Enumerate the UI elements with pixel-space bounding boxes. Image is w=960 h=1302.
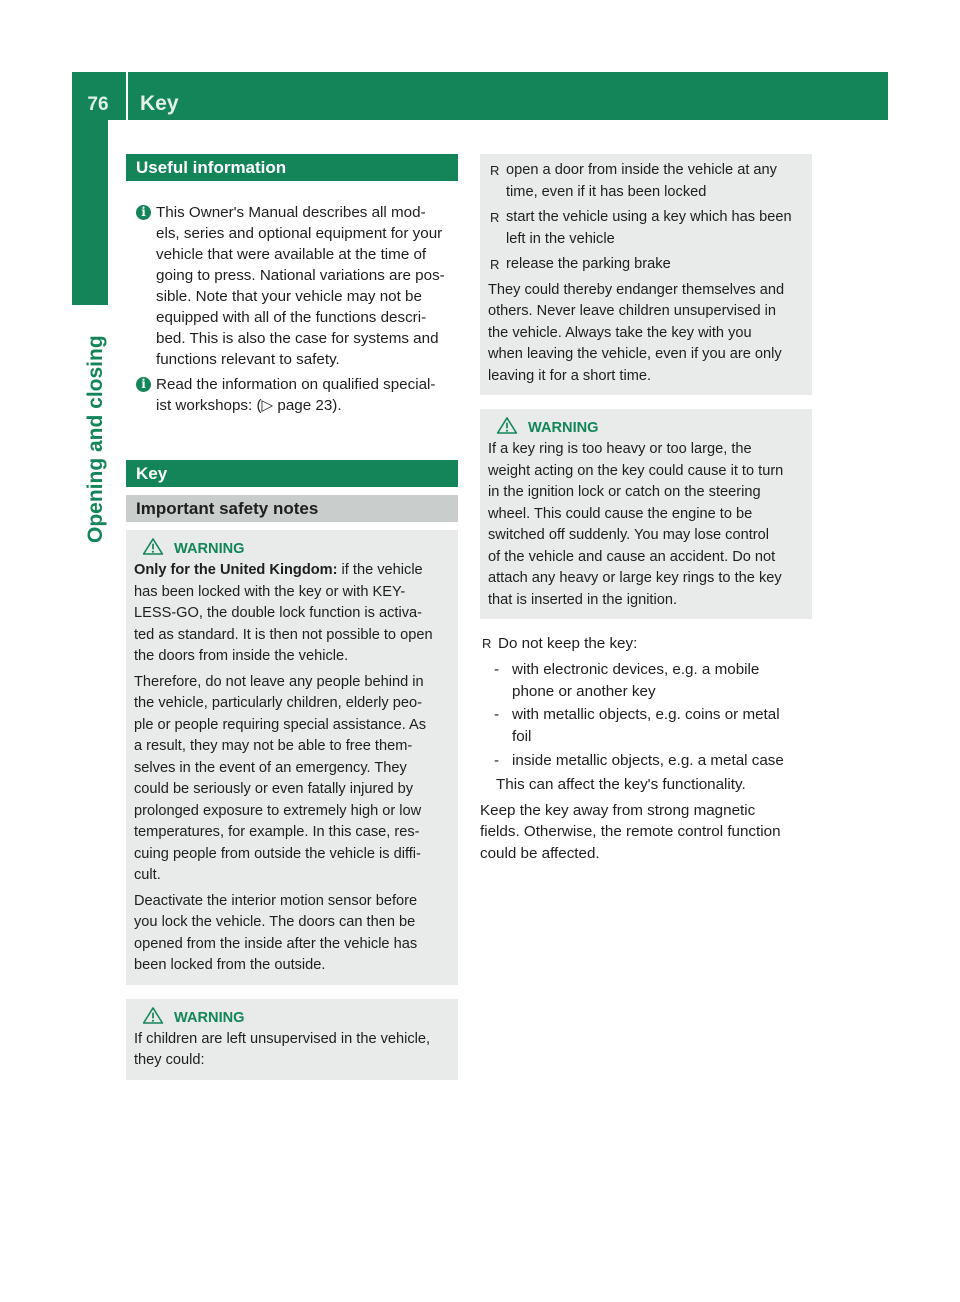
bullet-marker: R xyxy=(490,257,500,272)
list-item-text: Do not keep the key: xyxy=(498,635,638,652)
list-item-text: start the vehicle using a key which has been left in the vehicle xyxy=(506,209,792,247)
sub-list-item xyxy=(480,659,812,703)
dash-marker: - xyxy=(494,751,500,769)
warning-heading xyxy=(488,417,804,439)
sub-list-item-text: inside metallic objects, e.g. a metal case xyxy=(512,751,784,769)
warning-triangle-icon xyxy=(496,417,518,434)
page-number: 76 xyxy=(87,94,109,115)
page-header-bar xyxy=(72,72,888,120)
warning-triangle-icon xyxy=(142,1007,164,1024)
info-note-1-text: This Owner's Manual describes all mod- els, series and optional equipment for your vehicle that were available at the time of going to press. National variations are pos- sible. Note that your vehicle may not be equipped with all of the functions descri- bed. This is also the case for systems and functions relevant to safety. xyxy=(156,204,445,368)
header-divider xyxy=(126,72,128,120)
sub-list-item xyxy=(480,750,812,772)
warning-uk-paragraph-2: Therefore, do not leave any people behind in the vehicle, particularly children, elderly peo- ple or people requiring special assistance. As a result, they may not be able to free them- selves in the event of an emergency. They could be seriously or even fatally injured by prolonged exposure to extremely high or low temperatures, for example. In this case, res- cuing people from outside the vehicle is diffi- cult. xyxy=(134,673,427,883)
sub-list-item xyxy=(480,704,812,748)
list-item xyxy=(488,254,804,276)
warning-uk-paragraph-1 xyxy=(134,560,450,668)
info-icon: i xyxy=(136,377,151,392)
page-title: Key xyxy=(140,92,179,115)
bullet-marker: R xyxy=(482,636,492,651)
sub-list-item-text: with metallic objects, e.g. coins or metal foil xyxy=(512,706,780,746)
warning-children-outro: They could thereby endanger themselves and others. Never leave children unsupervised in the vehicle. Always take the key with you when leaving the vehicle, even if you are only leaving it for a short time. xyxy=(488,281,785,384)
dash-marker: - xyxy=(494,706,500,724)
section-title-key: Key xyxy=(126,460,458,487)
chapter-label: Opening and closing xyxy=(84,335,107,543)
warning-label: WARNING xyxy=(528,420,599,436)
warning-label: WARNING xyxy=(174,541,245,557)
subsection-title-safety-notes: Important safety notes xyxy=(126,495,458,522)
warning-children-intro: If children are left unsupervised in the vehicle, they could: xyxy=(134,1030,431,1068)
section-title-useful-information: Useful information xyxy=(126,154,458,181)
result-text: This can affect the key's functionality. xyxy=(496,775,746,793)
warning-box-children-unsupervised xyxy=(126,999,458,1080)
list-item xyxy=(488,207,804,250)
left-column xyxy=(126,154,458,1080)
info-icon: i xyxy=(136,205,151,220)
list-item xyxy=(488,160,804,203)
info-note-2-text: Read the information on qualified special- ist workshops: (▷ page 23). xyxy=(156,376,436,414)
info-note-1 xyxy=(126,202,458,370)
list-item xyxy=(480,633,812,655)
warning-key-ring-text: If a key ring is too heavy or too large, the weight acting on the key could cause it to turn in the ignition lock or catch on the steering wheel. This could cause the engine to be switched off suddenly. You may lose control of the vehicle and cause an accident. Do not attach any heavy or large key rings to the key that is inserted in the ignition. xyxy=(488,441,784,608)
warning-uk-paragraph-1-text: if the vehicle has been locked with the key or with KEY- LESS-GO, the double lock function is activa- ted as standard. It is then not possible to open the doors from inside the vehicle. xyxy=(134,562,433,664)
bullet-marker: R xyxy=(490,163,500,178)
warning-heading xyxy=(134,538,450,560)
dash-marker: - xyxy=(494,660,500,678)
warning-uk-paragraph-3: Deactivate the interior motion sensor before you lock the vehicle. The doors can then be opened from the inside after the vehicle has been locked from the outside. xyxy=(134,892,418,973)
warning-box-key-ring xyxy=(480,409,812,619)
warning-box-uk-double-lock xyxy=(126,530,458,985)
sub-list-item-text: with electronic devices, e.g. a mobile phone or another key xyxy=(512,660,760,700)
list-item-text: open a door from inside the vehicle at any time, even if it has been locked xyxy=(506,162,777,200)
info-note-2 xyxy=(126,374,458,416)
warning-triangle-icon xyxy=(142,538,164,555)
key-storage-instructions xyxy=(480,633,812,865)
warning-heading xyxy=(134,1007,450,1029)
bullet-marker: R xyxy=(490,210,500,225)
magnetic-fields-note: Keep the key away from strong magnetic fields. Otherwise, the remote control function could be affected. xyxy=(480,801,781,863)
warning-uk-lead: Only for the United Kingdom: xyxy=(134,562,338,578)
warning-label: WARNING xyxy=(174,1009,245,1026)
chapter-tab xyxy=(72,120,108,305)
warning-box-children-continued xyxy=(480,154,812,395)
right-column xyxy=(480,154,812,865)
list-item-text: release the parking brake xyxy=(506,256,671,272)
